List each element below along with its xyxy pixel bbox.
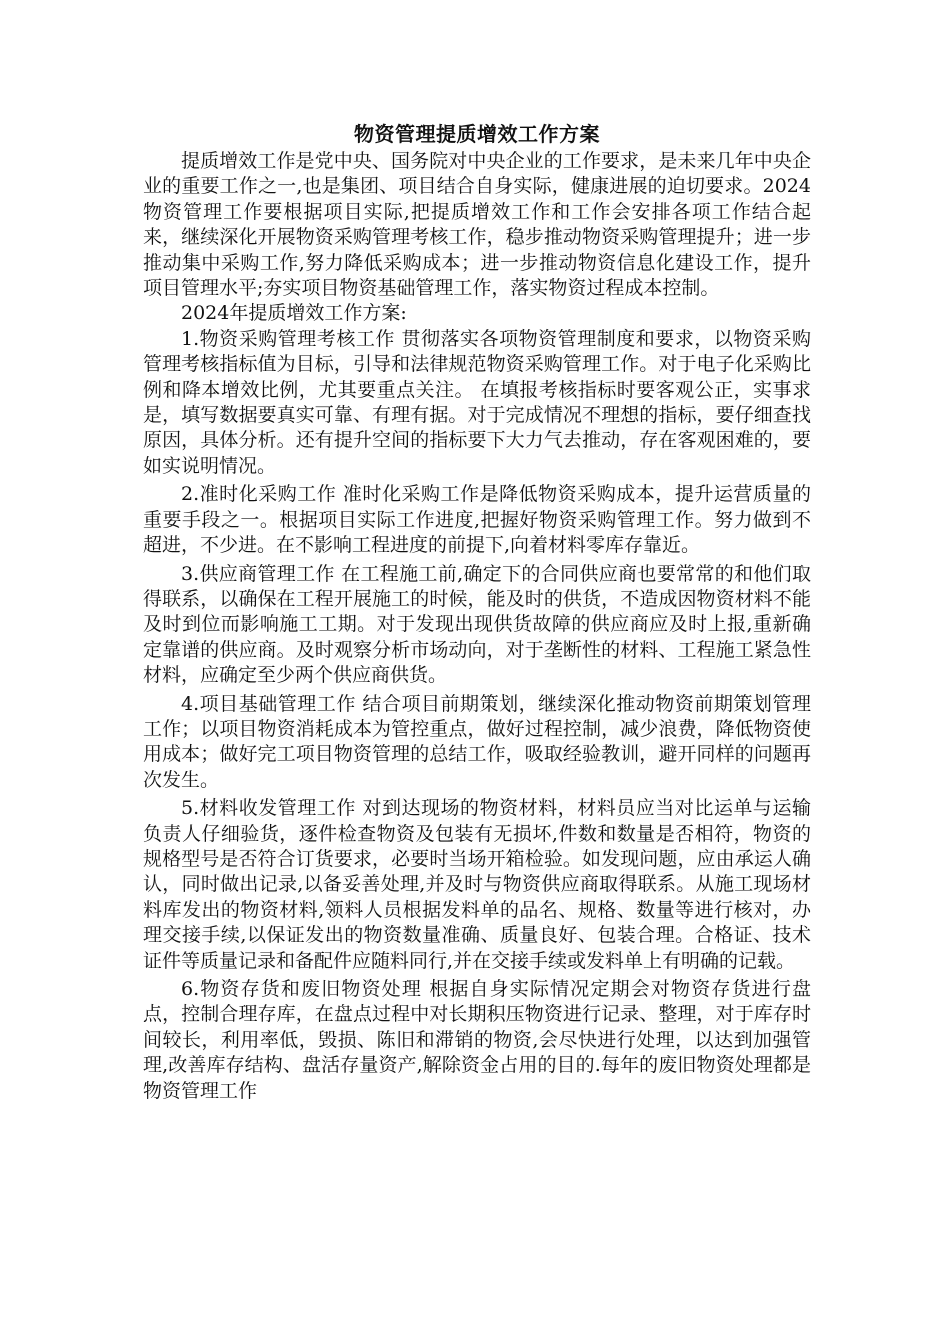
section-5-heading: 5.材料收发管理工作 — [181, 797, 356, 820]
section-1-heading: 1.物资采购管理考核工作 — [181, 327, 395, 350]
plan-heading: 2024年提质增效工作方案: — [181, 302, 407, 325]
section-6-heading: 6.物资存货和废旧物资处理 — [181, 978, 422, 1000]
section-5-paragraph — [143, 796, 811, 974]
section-3-paragraph — [143, 562, 811, 689]
section-5-body: 对到达现场的物资材料，材料员应当对比运单与运输负责人仔细验货，逐件检查物资及包装有无损坏,件数和数量是否相符，物资的规格型号是否符合订货要求，必要时当场开箱检验。如发现问题，应由承运人确认，同时做出记录,以备妥善处理,并及时与物资供应商取得联系。从施工现场材料库发出的物资材料,领料人员根据发料单的品名、规格、数量等进行核对，办理交接手续,以保证发出的物资数量准确、质量良好、包装合理。合格证、技术证件等质量记录和备配件应随料同行,并在交接手续或发料单上有明确的记载。 — [143, 797, 811, 972]
section-3-heading: 3.供应商管理工作 — [181, 562, 335, 585]
intro-paragraph: 提质增效工作是党中央、国务院对中央企业的工作要求，是未来几年中央企业的重要工作之一,也是集团、项目结合自身实际，健康进展的迫切要求。2024物资管理工作要根据项目实际,把提质增效工作和工作会安排各项工作结合起来，继续深化开展物资采购管理考核工作，稳步推动物资采购管理提升；进一步推动集中采购工作,努力降低采购成本；进一步推动物资信息化建设工作，提升项目管理水平;夯实项目物资基础管理工作，落实物资过程成本控制。 — [143, 150, 811, 300]
section-1-body: 贯彻落实各项物资管理制度和要求，以物资采购管理考核指标值为目标，引导和法律规范物资采购管理工作。对于电子化采购比例和降本增效比例，尤其要重点关注。 在填报考核指标时要客观公正，实事求是，填写数据要真实可靠、有理有据。对于完成情况不理想的指标，要仔细查找原因，具体分析。还有提升空间的指标要下大力气去推动，存在客观困难的，要如实说明情况。 — [143, 327, 811, 477]
section-3-body: 在工程施工前,确定下的合同供应商也要常常的和他们取得联系，以确保在工程开展施工的时候，能及时的供货，不造成因物资材料不能及时到位而影响施工工期。对于发现出现供货故障的供应商应及时上报,重新确定靠谱的供应商。及时观察分析市场动向，对于垄断性的材料、工程施工紧急性材料，应确定至少两个供应商供货。 — [143, 562, 811, 687]
section-2-heading: 2.准时化采购工作 — [181, 483, 337, 506]
section-1-paragraph — [143, 327, 811, 479]
section-4-paragraph — [143, 692, 811, 794]
document-page — [143, 120, 811, 1104]
section-6-body: 根据自身实际情况定期会对物资存货进行盘点，控制合理存库，在盘点过程中对长期积压物资进行记录、整理，对于库存时间较长，利用率低，毁损、陈旧和滞销的物资,会尽快进行处理，以达到加强管理,改善库存结构、盘活存量资产,解除资金占用的目的.每年的废旧物资处理都是物资管理工作 — [143, 978, 811, 1102]
section-2-paragraph — [143, 482, 811, 558]
document-title: 物资管理提质增效工作方案 — [354, 122, 600, 146]
section-4-body: 结合项目前期策划，继续深化推动物资前期策划管理工作；以项目物资消耗成本为管控重点，做好过程控制，减少浪费，降低物资使用成本；做好完工项目物资管理的总结工作，吸取经验教训，避开同样的问题再次发生。 — [143, 692, 811, 791]
section-6-paragraph — [143, 977, 811, 1104]
section-2-body: 准时化采购工作是降低物资采购成本，提升运营质量的重要手段之一。根据项目实际工作进度,把握好物资采购管理工作。努力做到不超进，不少进。在不影响工程进度的前提下,向着材料零库存靠近。 — [143, 483, 811, 557]
section-4-heading: 4.项目基础管理工作 — [181, 692, 356, 715]
